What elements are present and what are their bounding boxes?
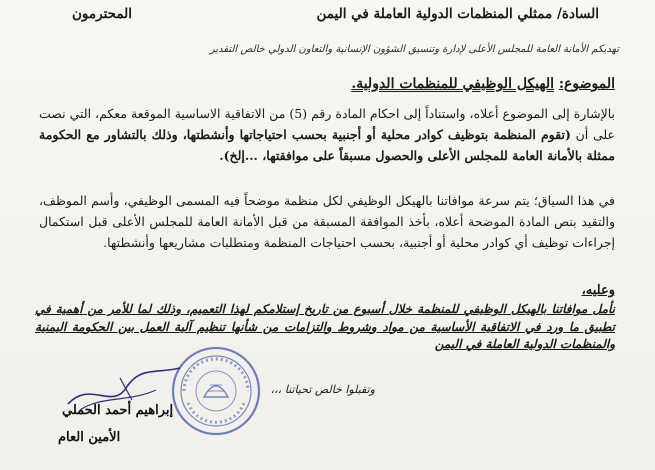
- respected-label: المحترمون: [72, 6, 133, 22]
- greeting-line: تهديكم الأمانة العامة للمجلس الأعلى لإدارة وتنسيق الشؤون الإنسانية والتعاون الدولي خالص التقدير: [209, 44, 619, 55]
- paragraph-reference-quote: (تقوم المنظمة بتوظيف كوادر محلية أو أجنبية بحسب احتياجاتها وأنشطتها، وذلك بالتشاور مع الحكومة ممثلة بالأمانة العامة للمجلس الأعلى والحصول مسبقاً على موافقتها، ...إلخ).: [39, 127, 615, 163]
- subject-line: [351, 76, 615, 92]
- addressee-line: السادة/ ممثلي المنظمات الدولية العاملة في اليمن: [316, 6, 599, 22]
- subject-value: الهيكل الوظيفي للمنظمات الدولية.: [351, 76, 554, 92]
- letter-header: [0, 6, 655, 28]
- paragraph-reference: [39, 103, 615, 166]
- therefore-label: وعليه،: [581, 283, 615, 298]
- closing-line: وتقبلوا خالص تحياتنا ،،،: [270, 383, 375, 396]
- paragraph-context: في هذا السياق؛ يتم سرعة موافاتنا بالهيكل الوظيفي لكل منظمة موضحاً فيه المسمى الوظيفي، وأسم الموظف، والتقيد بنص المادة الموضحة أعلاه، بأخذ الموافقة المسبقة من قبل الأمانة العامة للمجلس الأعلى قبل استكمال إجراءات توظيف أي كوادر محلية أو أجنبية، بحسب احتياجات المنظمة ومتطلبات مشاريعها وأنشطتها.: [39, 193, 615, 250]
- signatory-title: الأمين العام: [58, 430, 121, 445]
- subject-label: الموضوع:: [558, 76, 615, 92]
- paragraph-request: نأمل موافاتنا بالهيكل الوظيفي للمنظمة خلال أسبوع من تاريخ إستلامكم لهذا التعميم، وذلك لما للأمر من أهمية في تطبيق ما ورد في الاتفاقية الأساسية من مواد وشروط والتزامات من شأنها تنظيم آلية العمل بين الحكومة اليمنية والمنظمات الدولية العاملة في اليمن: [35, 302, 615, 351]
- paragraph-reference-intro: بالإشارة إلى الموضوع أعلاه، واستناداً إلى احكام المادة رقم (5) من الاتفاقية الاساسية الموقعة معكم، التي نصت على أن: [39, 106, 615, 142]
- signatory-name: إبراهيم أحمد الحملي: [62, 403, 174, 418]
